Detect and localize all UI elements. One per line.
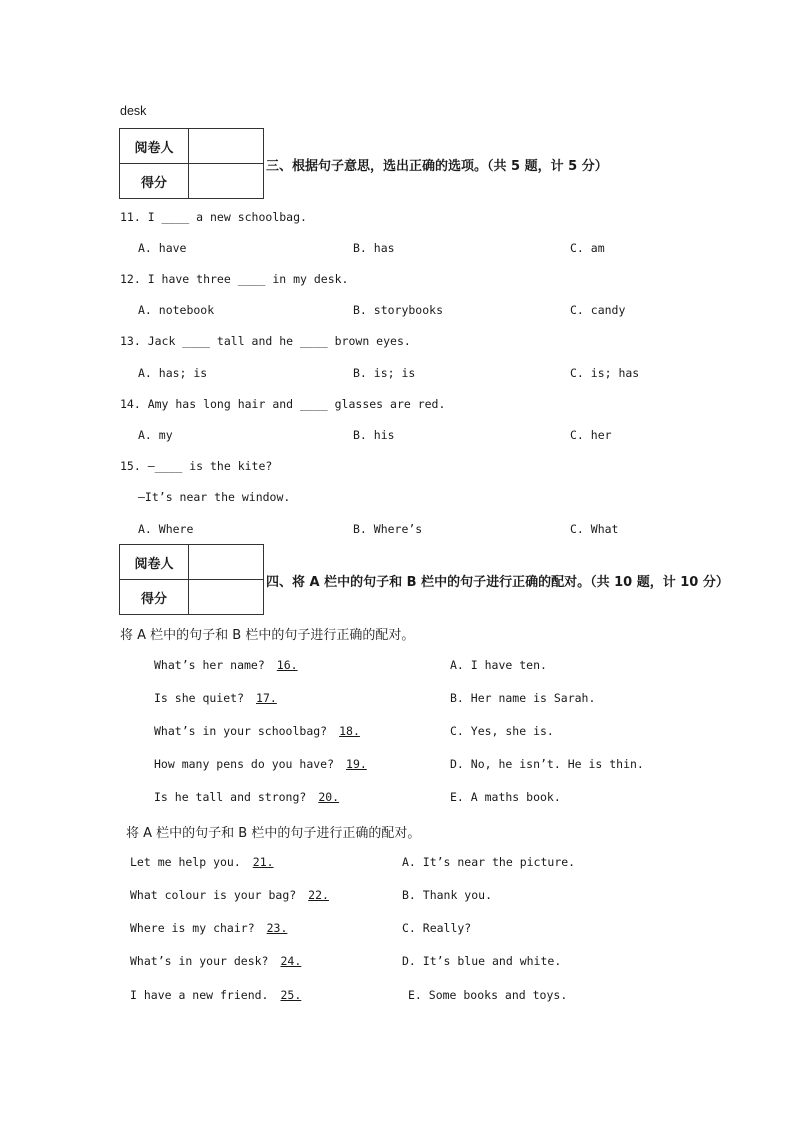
question-12: 12. I have three ____ in my desk. <box>120 272 349 286</box>
score-cell[interactable] <box>189 580 264 615</box>
answer-blank-19[interactable]: 19. <box>346 757 367 771</box>
reviewer-cell[interactable] <box>189 545 264 580</box>
option-13-c[interactable]: C. is; has <box>570 366 640 380</box>
option-14-c[interactable]: C. her <box>570 428 612 442</box>
answer-blank-20[interactable]: 20. <box>318 790 340 804</box>
reviewer-cell[interactable] <box>189 129 264 164</box>
match-a-text: Is he tall and strong? <box>154 790 307 804</box>
question-15: 15. —____ is the kite? <box>120 459 273 473</box>
option-12-a[interactable]: A. notebook <box>138 303 215 317</box>
reviewer-label: 阅卷人 <box>120 545 189 580</box>
score-label: 得分 <box>120 580 189 615</box>
match-row <box>154 691 334 705</box>
option-13-b[interactable]: B. is; is <box>353 366 416 380</box>
reviewer-label: 阅卷人 <box>120 129 189 164</box>
option-14-b[interactable]: B. his <box>353 428 395 442</box>
match-a-text: Let me help you. <box>130 855 241 869</box>
match-b-text: E. A maths book. <box>450 790 561 804</box>
answer-blank-22[interactable]: 22. <box>308 888 329 902</box>
score-box-2 <box>119 544 264 615</box>
match-row <box>130 988 358 1002</box>
match-b-text: D. No, he isn’t. He is thin. <box>450 757 644 771</box>
answer-blank-21[interactable]: 21. <box>252 855 274 869</box>
answer-blank-24[interactable]: 24. <box>280 954 302 968</box>
answer-blank-23[interactable]: 23. <box>266 921 288 935</box>
option-15-a[interactable]: A. Where <box>138 522 194 536</box>
question-14: 14. Amy has long hair and ____ glasses are red. <box>120 397 446 411</box>
match-row <box>154 757 424 771</box>
answer-blank-18[interactable]: 18. <box>339 724 360 738</box>
match-row <box>154 790 396 804</box>
answer-blank-25[interactable]: 25. <box>280 988 302 1002</box>
top-word: desk <box>120 104 147 118</box>
match-a-text: Where is my chair? <box>130 921 255 935</box>
section4-instruction-2: 将 A 栏中的句子和 B 栏中的句子进行正确的配对。 <box>126 826 421 841</box>
match-a-text: What’s in your desk? <box>130 954 269 968</box>
answer-blank-17[interactable]: 17. <box>256 691 277 705</box>
question-15-answer-line: —It’s near the window. <box>138 490 291 504</box>
option-12-c[interactable]: C. candy <box>570 303 626 317</box>
section4-title: 四、将 A 栏中的句子和 B 栏中的句子进行正确的配对。（共 10 题，计 10 分） <box>266 575 729 590</box>
match-b-text: D. It’s blue and white. <box>402 954 562 968</box>
match-row <box>130 855 331 869</box>
match-b-text: A. I have ten. <box>450 658 547 672</box>
match-a-text: I have a new friend. <box>130 988 269 1002</box>
score-cell[interactable] <box>189 164 264 199</box>
match-a-text: What’s her name? <box>154 658 265 672</box>
match-a-text: What’s in your schoolbag? <box>154 724 328 738</box>
option-15-b[interactable]: B. Where’s <box>353 522 423 536</box>
answer-blank-16[interactable]: 16. <box>276 658 298 672</box>
match-row <box>154 724 417 738</box>
option-12-b[interactable]: B. storybooks <box>353 303 444 317</box>
match-b-text: A. It’s near the picture. <box>402 855 576 869</box>
score-box-1 <box>119 128 264 199</box>
score-label: 得分 <box>120 164 189 199</box>
section4-instruction: 将 A 栏中的句子和 B 栏中的句子进行正确的配对。 <box>120 628 415 643</box>
option-11-a[interactable]: A. have <box>138 241 187 255</box>
match-row <box>130 888 386 902</box>
match-a-text: How many pens do you have? <box>154 757 335 771</box>
match-a-text: What colour is your bag? <box>130 888 297 902</box>
option-11-b[interactable]: B. has <box>353 241 395 255</box>
match-b-text: C. Really? <box>402 921 472 935</box>
option-13-a[interactable]: A. has; is <box>138 366 208 380</box>
match-row <box>154 658 367 672</box>
match-b-text: B. Her name is Sarah. <box>450 691 596 705</box>
option-11-c[interactable]: C. am <box>570 241 605 255</box>
question-11: 11. I ____ a new schoolbag. <box>120 210 307 224</box>
match-b-text: C. Yes, she is. <box>450 724 554 738</box>
match-a-text: Is she quiet? <box>154 691 245 705</box>
option-14-a[interactable]: A. my <box>138 428 173 442</box>
match-row <box>130 954 358 968</box>
match-b-text: B. Thank you. <box>402 888 493 902</box>
question-13: 13. Jack ____ tall and he ____ brown eyes. <box>120 334 411 348</box>
match-row <box>130 921 345 935</box>
option-15-c[interactable]: C. What <box>570 522 619 536</box>
section3-title: 三、根据句子意思，选出正确的选项。（共 5 题，计 5 分） <box>266 159 608 174</box>
match-b-text: E. Some books and toys. <box>408 988 568 1002</box>
